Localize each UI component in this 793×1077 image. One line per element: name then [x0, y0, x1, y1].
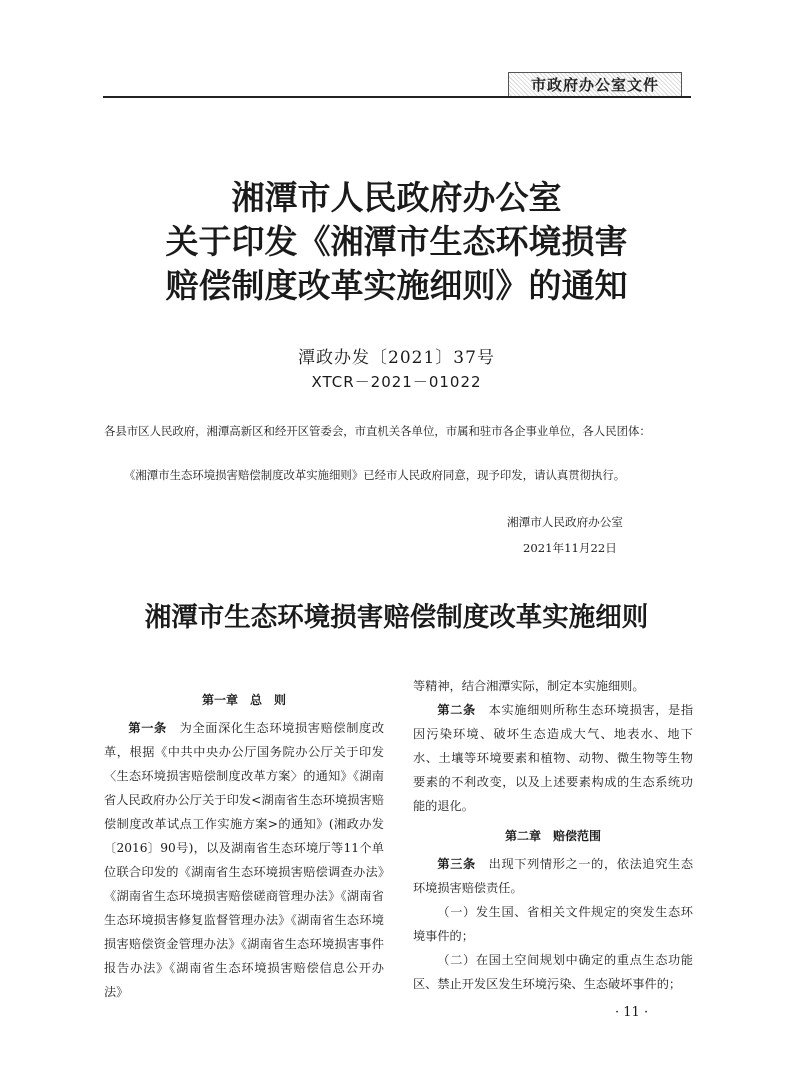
header-rule	[103, 96, 691, 98]
doc-code: XTCR－2021－01022	[311, 373, 482, 391]
article-1-continuation: 等精神，结合湘潭实际，制定本实施细则。	[413, 679, 645, 693]
addressees: 各县市区人民政府，湘潭高新区和经开区管委会，市直机关各单位，市属和驻市各企事业单位，各人民团体：	[104, 424, 651, 438]
chapter-1-heading: 第一章 总 则	[201, 693, 286, 707]
left-column	[104, 688, 384, 1004]
article-2-label: 第二条	[437, 703, 476, 717]
main-title-line-3: 赔偿制度改革实施细则》的通知	[165, 266, 628, 305]
article-1	[104, 716, 384, 1004]
article-1-text: 为全面深化生态环境损害赔偿制度改革，根据《中共中央办公厅国务院办公厅关于印发〈生态环境损害赔偿制度改革方案〉的通知》《湖南省人民政府办公厅关于印发<湖南省生态环境损害赔偿制度改革试点工作实施方案>的通知》(湘政办发〔2016〕90号)，以及湖南省生态环境厅等11个单位联合印发的《湖南省生态环境损害赔偿调查办法》《湖南省生态环境损害赔偿磋商管理办法》《湖南省生态环境损害修复监督管理办法》《湖南省生态环境损害赔偿资金管理办法》《湖南省生态环境损害事件报告办法》《湖南省生态环境损害赔偿信息公开办法》	[104, 721, 385, 999]
article-1-label: 第一条	[128, 721, 167, 735]
right-column	[413, 674, 693, 996]
chapter-2-heading: 第二章 赔偿范围	[504, 829, 601, 843]
article-3-text: 出现下列情形之一的，依法追究生态环境损害赔偿责任。	[413, 857, 694, 895]
main-title-line-2: 关于印发《湘潭市生态环境损害	[165, 222, 628, 261]
doc-number: 潭政办发〔2021〕37号	[298, 348, 495, 368]
signature-date: 2021年11月22日	[523, 541, 617, 555]
subtitle: 湘潭市生态环境损害赔偿制度改革实施细则	[144, 602, 649, 633]
article-3-label: 第三条	[437, 857, 476, 871]
signature-org: 湘潭市人民政府办公室	[507, 515, 623, 529]
article-3	[413, 852, 693, 900]
item-2: （二）在国土空间规划中确定的重点生态功能区、禁止开发区发生环境污染、生态破坏事件的；	[413, 953, 693, 991]
article-2-text: 本实施细则所称生态环境损害，是指因污染环境、破坏生态造成大气、地表水、地下水、土壤等环境要素和植物、动物、微生物等生物要素的不利改变，以及上述要素构成的生态系统功能的退化。	[413, 703, 694, 813]
header-tag: 市政府办公室文件	[508, 72, 682, 98]
page-number: · 11 ·	[615, 1005, 649, 1020]
notice-body: 《湘潭市生态环境损害赔偿制度改革实施细则》已经市人民政府同意，现予印发，请认真贯彻执行。	[124, 468, 626, 482]
item-1: （一）发生国、省相关文件规定的突发生态环境事件的；	[413, 905, 693, 943]
article-2	[413, 698, 693, 818]
main-title-line-1: 湘潭市人民政府办公室	[231, 178, 562, 217]
